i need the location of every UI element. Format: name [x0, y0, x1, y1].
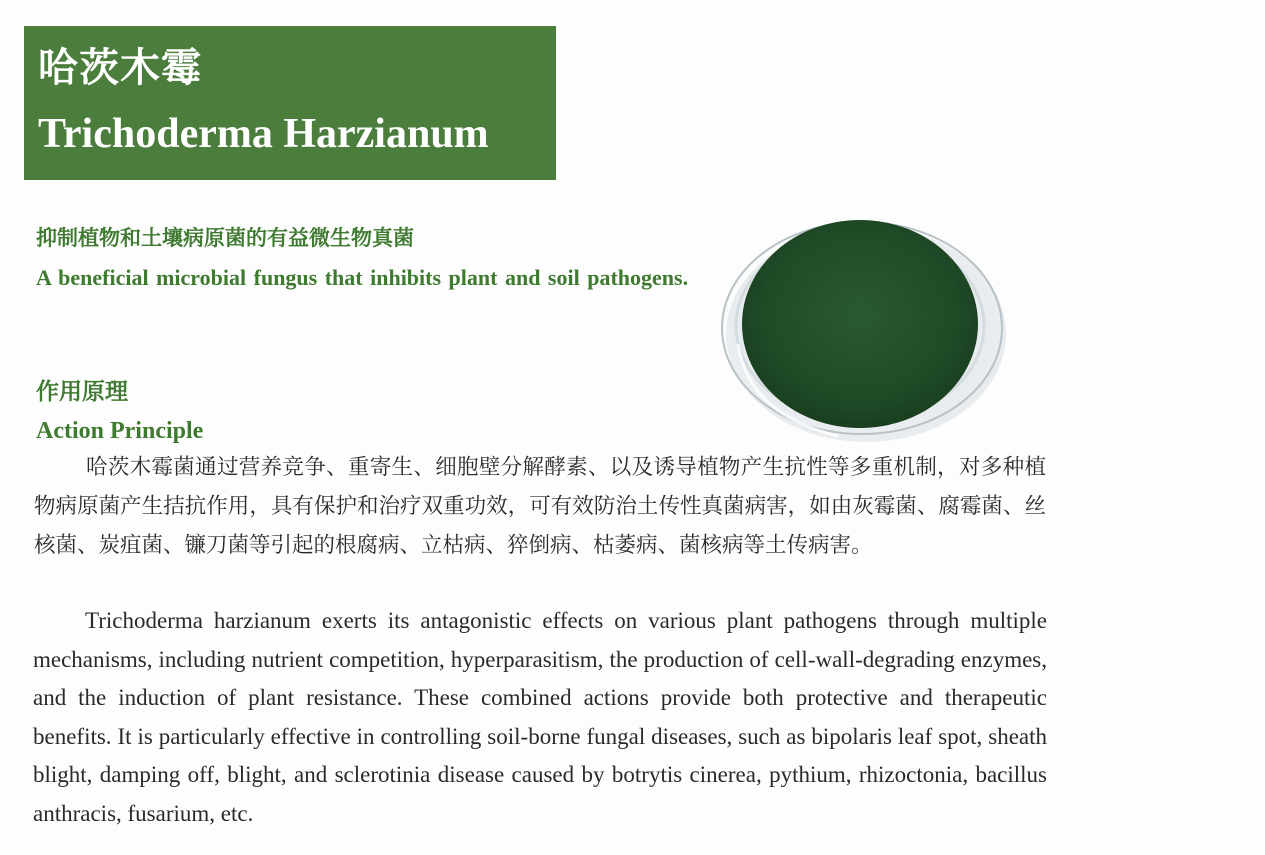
section-heading-chinese: 作用原理 [36, 379, 128, 405]
title-chinese: 哈茨木霉 [38, 45, 202, 91]
paragraph-chinese: 哈茨木霉菌通过营养竞争、重寄生、细胞壁分解酵素、以及诱导植物产生抗性等多重机制，对多种植物病原菌产生拮抗作用，具有保护和治疗双重功效，可有效防治土传性真菌病害，如由灰霉菌、腐霉菌、丝核菌、炭疽菌、镰刀菌等引起的根腐病、立枯病、猝倒病、枯萎病、菌核病等土传病害。 [34, 455, 1046, 558]
title-english: Trichoderma Harzianum [38, 111, 489, 157]
subtitle-chinese: 抑制植物和土壤病原菌的有益微生物真菌 [36, 226, 414, 250]
section-heading-english: Action Principle [36, 418, 204, 444]
powder-fill [742, 220, 978, 428]
paragraph-english: Trichoderma harzianum exerts its antagonistic effects on various plant pathogens through multiple mechanisms, including nutrient competition, hyperparasitism, the production of cell-wall-degrading enzymes, and the induction of plant resistance. These combined actions provide both protective and therapeutic benefits. It is particularly effective in controlling soil-borne fungal diseases, such as bipolaris leaf spot, sheath blight, damping off, blight, and sclerotinia disease caused by botrytis cinerea, pythium, rhizoctonia, bacillus anthracis, fusarium, etc. [33, 608, 1047, 826]
petri-dish-image [718, 214, 1008, 446]
title-banner [24, 26, 556, 180]
subtitle-english: A beneficial microbial fungus that inhibits plant and soil pathogens. [36, 265, 689, 290]
